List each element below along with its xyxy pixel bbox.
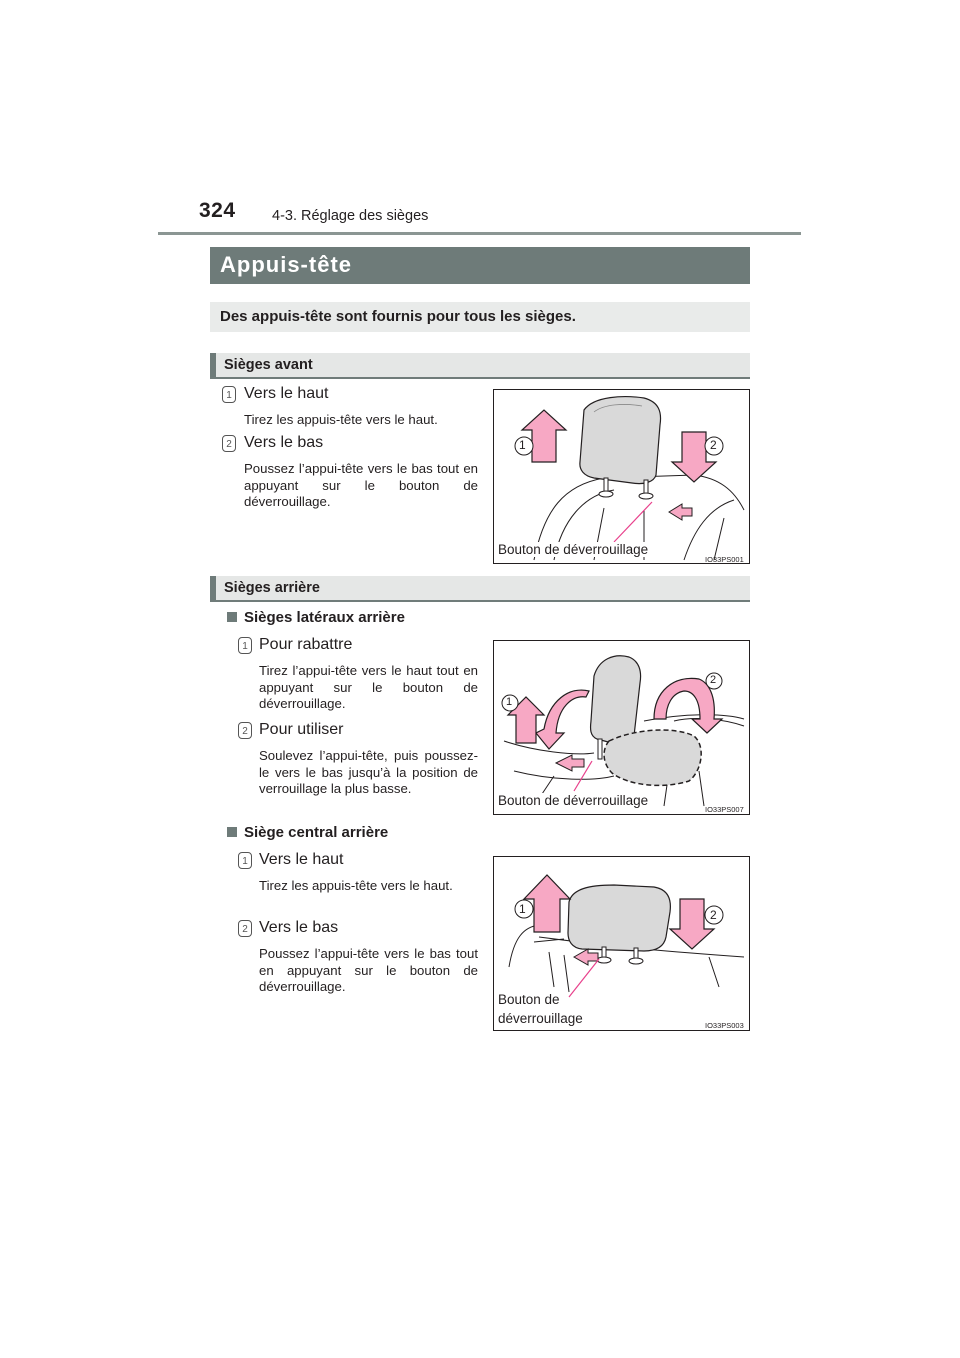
figure-callout-line2: déverrouillage (498, 1011, 583, 1026)
step-description: Tirez l’appui-tête vers le haut tout en appuyant sur le bouton de déverrouillage. (259, 663, 478, 711)
step-number: 2 (238, 920, 252, 937)
figure-number-2: 2 (710, 438, 717, 452)
figure-number-1: 1 (519, 902, 526, 916)
section-heading-front (210, 353, 750, 379)
figure-number-2: 2 (710, 908, 717, 922)
subheading-label: Siège central arrière (244, 824, 389, 841)
step-description: Tirez les appuis-tête vers le haut. (259, 878, 453, 893)
step-number: 2 (238, 722, 252, 739)
header-rule (158, 232, 801, 235)
bullet-square (227, 612, 237, 622)
heading-bar (210, 353, 216, 377)
step-title: Vers le haut (259, 851, 344, 868)
step-title: Pour rabattre (259, 636, 353, 653)
page-title: Appuis-tête (220, 252, 352, 277)
figure-callout: Bouton de déverrouillage (498, 542, 649, 557)
subheading-side-rear (227, 609, 405, 626)
step-title: Vers le bas (259, 919, 339, 936)
section-heading-rear (210, 576, 750, 602)
section-heading-label: Sièges arrière (224, 580, 320, 596)
step-title: Pour utiliser (259, 721, 344, 738)
step-number: 1 (222, 386, 236, 403)
subheading-label: Sièges latéraux arrière (244, 609, 405, 626)
step-description: Poussez l’appui-tête vers le bas tout en appuyant sur le bouton de déverrouillage. (244, 461, 478, 509)
step-description: Tirez les appuis-tête vers le haut. (244, 412, 438, 427)
step-title: Vers le haut (244, 385, 329, 402)
step-number: 2 (222, 435, 236, 452)
intro-text: Des appuis-tête sont fournis pour tous les sièges. (220, 308, 576, 325)
section-heading-label: Sièges avant (224, 357, 313, 373)
figure-number-2: 2 (710, 674, 717, 686)
step-title: Vers le bas (244, 434, 324, 451)
front-headrest-figure (493, 389, 750, 564)
figure-callout: Bouton de déverrouillage (498, 793, 649, 808)
page-number: 324 (199, 199, 236, 222)
rear-center-headrest-figure (493, 856, 750, 1031)
bullet-square (227, 827, 237, 837)
rear-side-headrest-illustration (494, 641, 751, 816)
subheading-center-rear (227, 824, 388, 841)
figure-code: IO33PS003 (705, 1021, 744, 1030)
front-headrest-illustration (494, 390, 751, 565)
section-title: 4-3. Réglage des sièges (272, 208, 429, 224)
step-description: Soulevez l’appui-tête, puis poussez-le vers le bas jusqu’à la position de verrouillage la plus basse. (259, 748, 478, 796)
figure-number-1: 1 (506, 696, 513, 708)
figure-callout-line1: Bouton de (498, 992, 560, 1007)
figure-code: IO33PS007 (705, 805, 744, 814)
step-number: 1 (238, 637, 252, 654)
heading-bar (210, 576, 216, 600)
figure-number-1: 1 (519, 438, 526, 452)
figure-code: IO33PS001 (705, 555, 744, 564)
step-number: 1 (238, 852, 252, 869)
step-description: Poussez l’appui-tête vers le bas tout en appuyant sur le bouton de déverrouillage. (259, 946, 478, 994)
rear-side-headrest-figure (493, 640, 750, 815)
